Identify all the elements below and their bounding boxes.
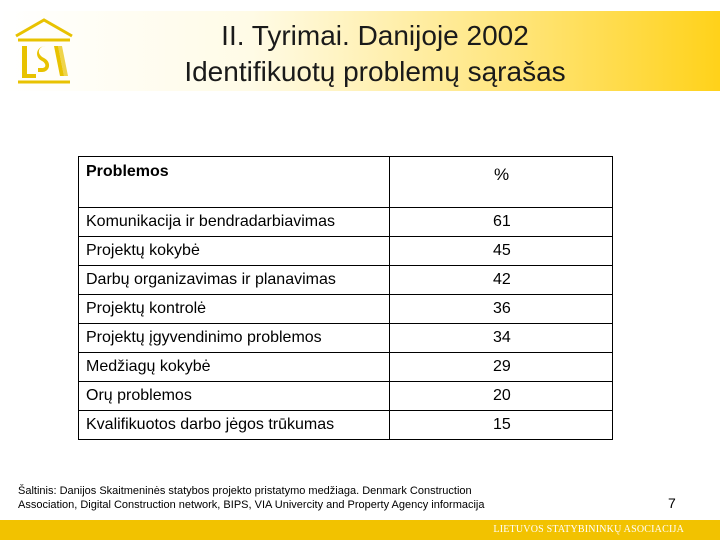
problem-percent: 61 <box>390 208 613 237</box>
problem-label: Kvalifikuotos darbo jėgos trūkumas <box>79 411 390 440</box>
problem-label: Projektų įgyvendinimo problemos <box>79 324 390 353</box>
slide-title-line-1: II. Tyrimai. Danijoje 2002 <box>221 20 529 51</box>
association-logo <box>12 16 76 88</box>
table-row <box>79 324 613 353</box>
table-row <box>79 237 613 266</box>
source-note-line-2: Association, Digital Construction network, BIPS, VIA Univercity and Property Agency informacija <box>18 499 485 511</box>
problem-percent: 20 <box>390 382 613 411</box>
problem-percent: 29 <box>390 353 613 382</box>
slide-title-line-2: Identifikuotų problemų sąrašas <box>184 56 566 87</box>
problem-label: Darbų organizavimas ir planavimas <box>79 266 390 295</box>
footer-band <box>0 520 720 540</box>
table-row <box>79 266 613 295</box>
table-header-row <box>79 157 613 208</box>
problem-percent: 45 <box>390 237 613 266</box>
problem-percent: 42 <box>390 266 613 295</box>
problem-label: Projektų kontrolė <box>79 295 390 324</box>
column-header-percent: % <box>390 157 613 208</box>
problem-percent: 36 <box>390 295 613 324</box>
page-number: 7 <box>668 495 676 511</box>
table-row <box>79 411 613 440</box>
table-row <box>79 353 613 382</box>
problem-label: Orų problemos <box>79 382 390 411</box>
footer-organization: LIETUVOS STATYBININKŲ ASOCIACIJA <box>493 524 684 535</box>
problem-label: Projektų kokybė <box>79 237 390 266</box>
problem-label: Komunikacija ir bendradarbiavimas <box>79 208 390 237</box>
problem-percent: 15 <box>390 411 613 440</box>
table-row <box>79 208 613 237</box>
table-row <box>79 382 613 411</box>
column-header-problems: Problemos <box>79 157 390 208</box>
slide-title <box>140 18 610 90</box>
problems-table <box>78 156 613 440</box>
source-note <box>18 484 558 512</box>
problem-label: Medžiagų kokybė <box>79 353 390 382</box>
table-row <box>79 295 613 324</box>
problem-percent: 34 <box>390 324 613 353</box>
source-note-line-1: Šaltinis: Danijos Skaitmeninės statybos projekto pristatymo medžiaga. Denmark Construction <box>18 485 472 497</box>
